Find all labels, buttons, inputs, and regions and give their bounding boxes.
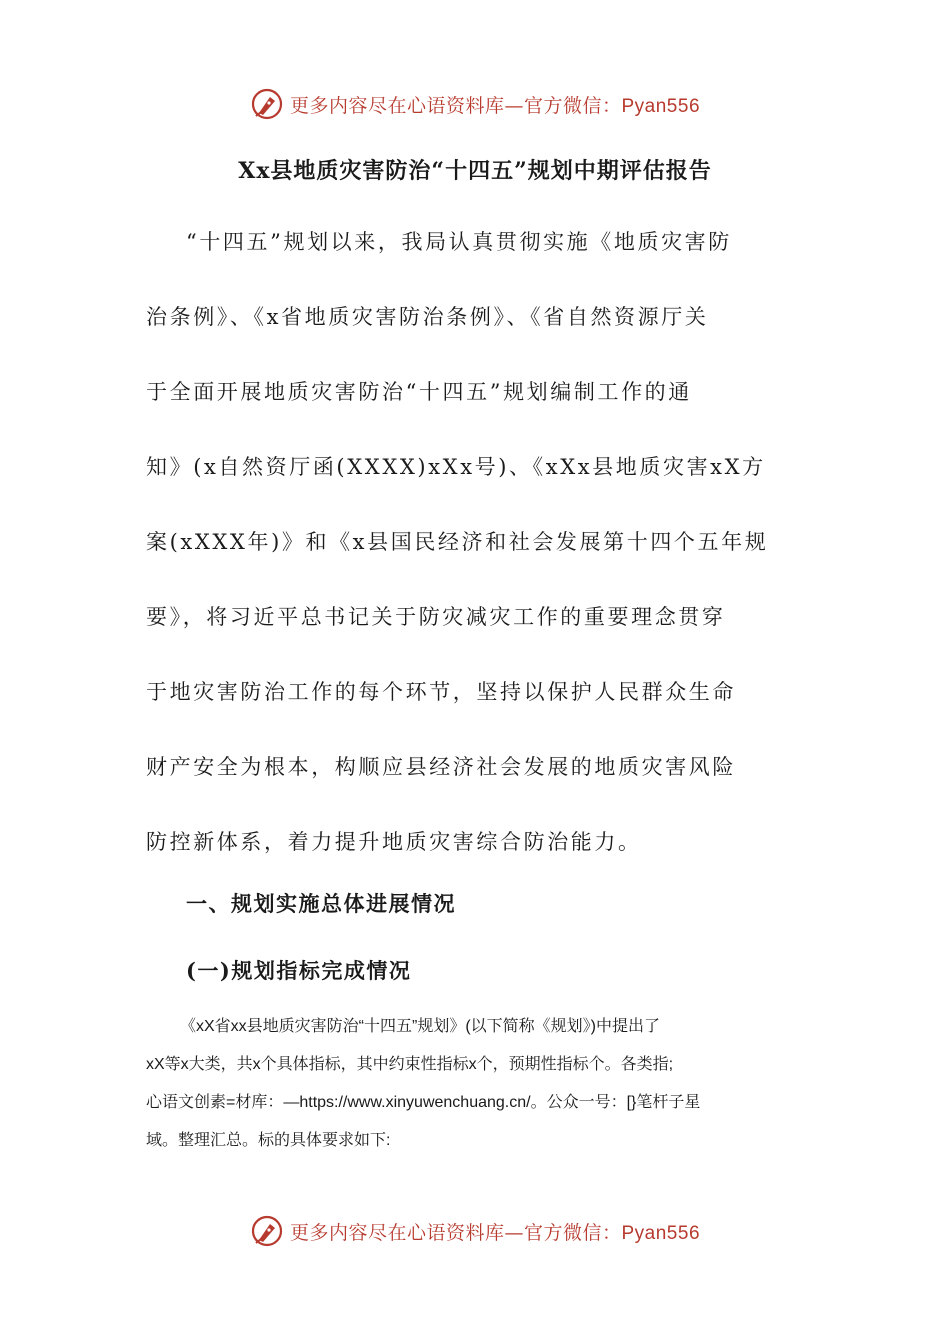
intro-line: 于地灾害防治工作的每个环节，坚持以保护人民群众生命	[146, 680, 736, 704]
intro-line: 防控新体系，着力提升地质灾害综合防治能力。	[146, 830, 642, 854]
watermark-banner-top	[0, 82, 950, 126]
watermark-wechat-id: Pyan556	[621, 1222, 701, 1244]
intro-paragraph	[146, 220, 814, 895]
document-title: Xx县地质灾害防治“十四五”规划中期评估报告	[238, 158, 712, 184]
intro-line: “十四五”规划以来，我局认真贯彻实施《地质灾害防	[186, 230, 732, 254]
intro-line: 案(xXXX年)》和《x县国民经济和社会发展第十四个五年规	[146, 530, 769, 554]
pen-nib-logo-icon	[250, 87, 284, 121]
intro-line: 要》，将习近平总书记关于防灾减灾工作的重要理念贯穿	[146, 605, 726, 629]
subsection-heading: (一)规划指标完成情况	[186, 958, 412, 983]
intro-line: 治条例》、《x省地质灾害防治条例》、《省自然资源厅关	[146, 305, 709, 329]
indicator-line: xX等x大类，共x个具体指标，其中约束性指标x个，预期性指标个。各类指;	[146, 1056, 674, 1073]
watermark-slogan	[290, 91, 700, 118]
section-heading: 一、规划实施总体进展情况	[186, 891, 456, 916]
watermark-slogan	[290, 1218, 700, 1245]
indicator-line: 域。整理汇总。标的具体要求如下:	[146, 1132, 391, 1149]
indicator-line: 《xX省xx县地质灾害防治“十四五”规划》(以下简称《规划》)中提出了	[180, 1018, 660, 1035]
intro-line: 财产安全为根本，构顺应县经济社会发展的地质灾害风险	[146, 755, 736, 779]
indicator-paragraph	[146, 1010, 814, 1162]
intro-line: 知》(x自然资厅函(XXXX)xXx号)、《xXx县地质灾害xX方	[146, 455, 766, 479]
watermark-banner-bottom	[0, 1209, 950, 1253]
intro-line: 于全面开展地质灾害防治“十四五”规划编制工作的通	[146, 380, 692, 404]
watermark-slogan-text: 更多内容尽在心语资料库—官方微信：	[289, 1221, 622, 1244]
pen-nib-logo-icon	[250, 1214, 284, 1248]
indicator-line: 心语文创素=材库：—https://www.xinyuwenchuang.cn/。公众一号：[}笔杆子星	[146, 1094, 701, 1111]
watermark-wechat-id: Pyan556	[621, 95, 701, 117]
watermark-slogan-text: 更多内容尽在心语资料库—官方微信：	[289, 94, 622, 117]
